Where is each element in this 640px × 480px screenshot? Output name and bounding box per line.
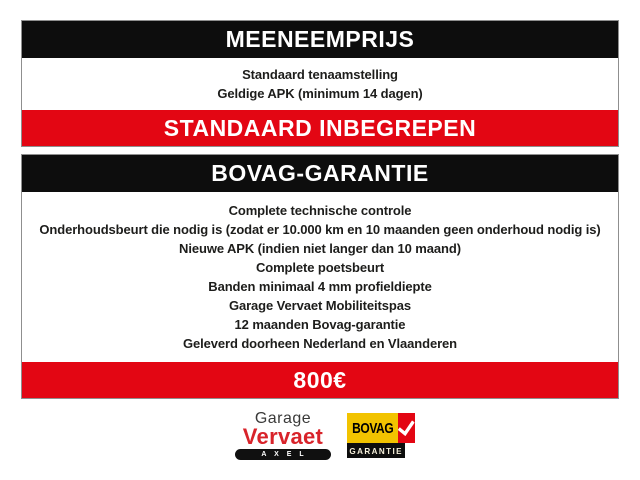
warranty-line: Nieuwe APK (indien niet langer dan 10 maand) (179, 241, 461, 256)
bovag-logo-top (347, 413, 405, 443)
price-section (21, 20, 619, 147)
price-section-body (22, 58, 618, 110)
bovag-garantie-text: GARANTIE (349, 445, 403, 456)
bovag-logo-checkbox (398, 413, 415, 443)
bovag-logo-name (347, 413, 398, 443)
warranty-section (21, 154, 619, 399)
standard-included-banner: STANDAARD INBEGREPEN (22, 110, 618, 146)
price-banner: 800€ (22, 362, 618, 398)
footer-logos (0, 411, 640, 460)
check-icon (398, 420, 416, 437)
axel-badge: A X E L (235, 449, 331, 460)
bovag-logo-text: BOVAG (352, 419, 394, 437)
warranty-section-body (22, 192, 618, 362)
bovag-garantie-strip (347, 443, 405, 458)
warranty-line: Complete technische controle (228, 203, 412, 218)
warranty-line: Garage Vervaet Mobiliteitspas (228, 298, 412, 313)
warranty-line: Banden minimaal 4 mm profieldiepte (208, 279, 432, 294)
warranty-line: Onderhoudsbeurt die nodig is (zodat er 10.000 km en 10 maanden geen onderhoud nodig is) (39, 222, 601, 237)
warranty-line: 12 maanden Bovag-garantie (234, 317, 406, 332)
price-section-header: MEENEEMPRIJS (22, 21, 618, 58)
warranty-line: Complete poetsbeurt (255, 260, 385, 275)
price-line: Geldige APK (minimum 14 dagen) (217, 86, 423, 101)
warranty-line: Geleverd doorheen Nederland en Vlaanderen (182, 336, 458, 351)
bovag-logo (347, 413, 405, 458)
price-line: Standaard tenaamstelling (242, 67, 398, 82)
vervaet-logo-text: Vervaet (242, 424, 324, 449)
garage-logo-text: Garage (254, 410, 312, 427)
warranty-section-header: BOVAG-GARANTIE (22, 155, 618, 192)
garage-vervaet-logo (235, 411, 331, 460)
